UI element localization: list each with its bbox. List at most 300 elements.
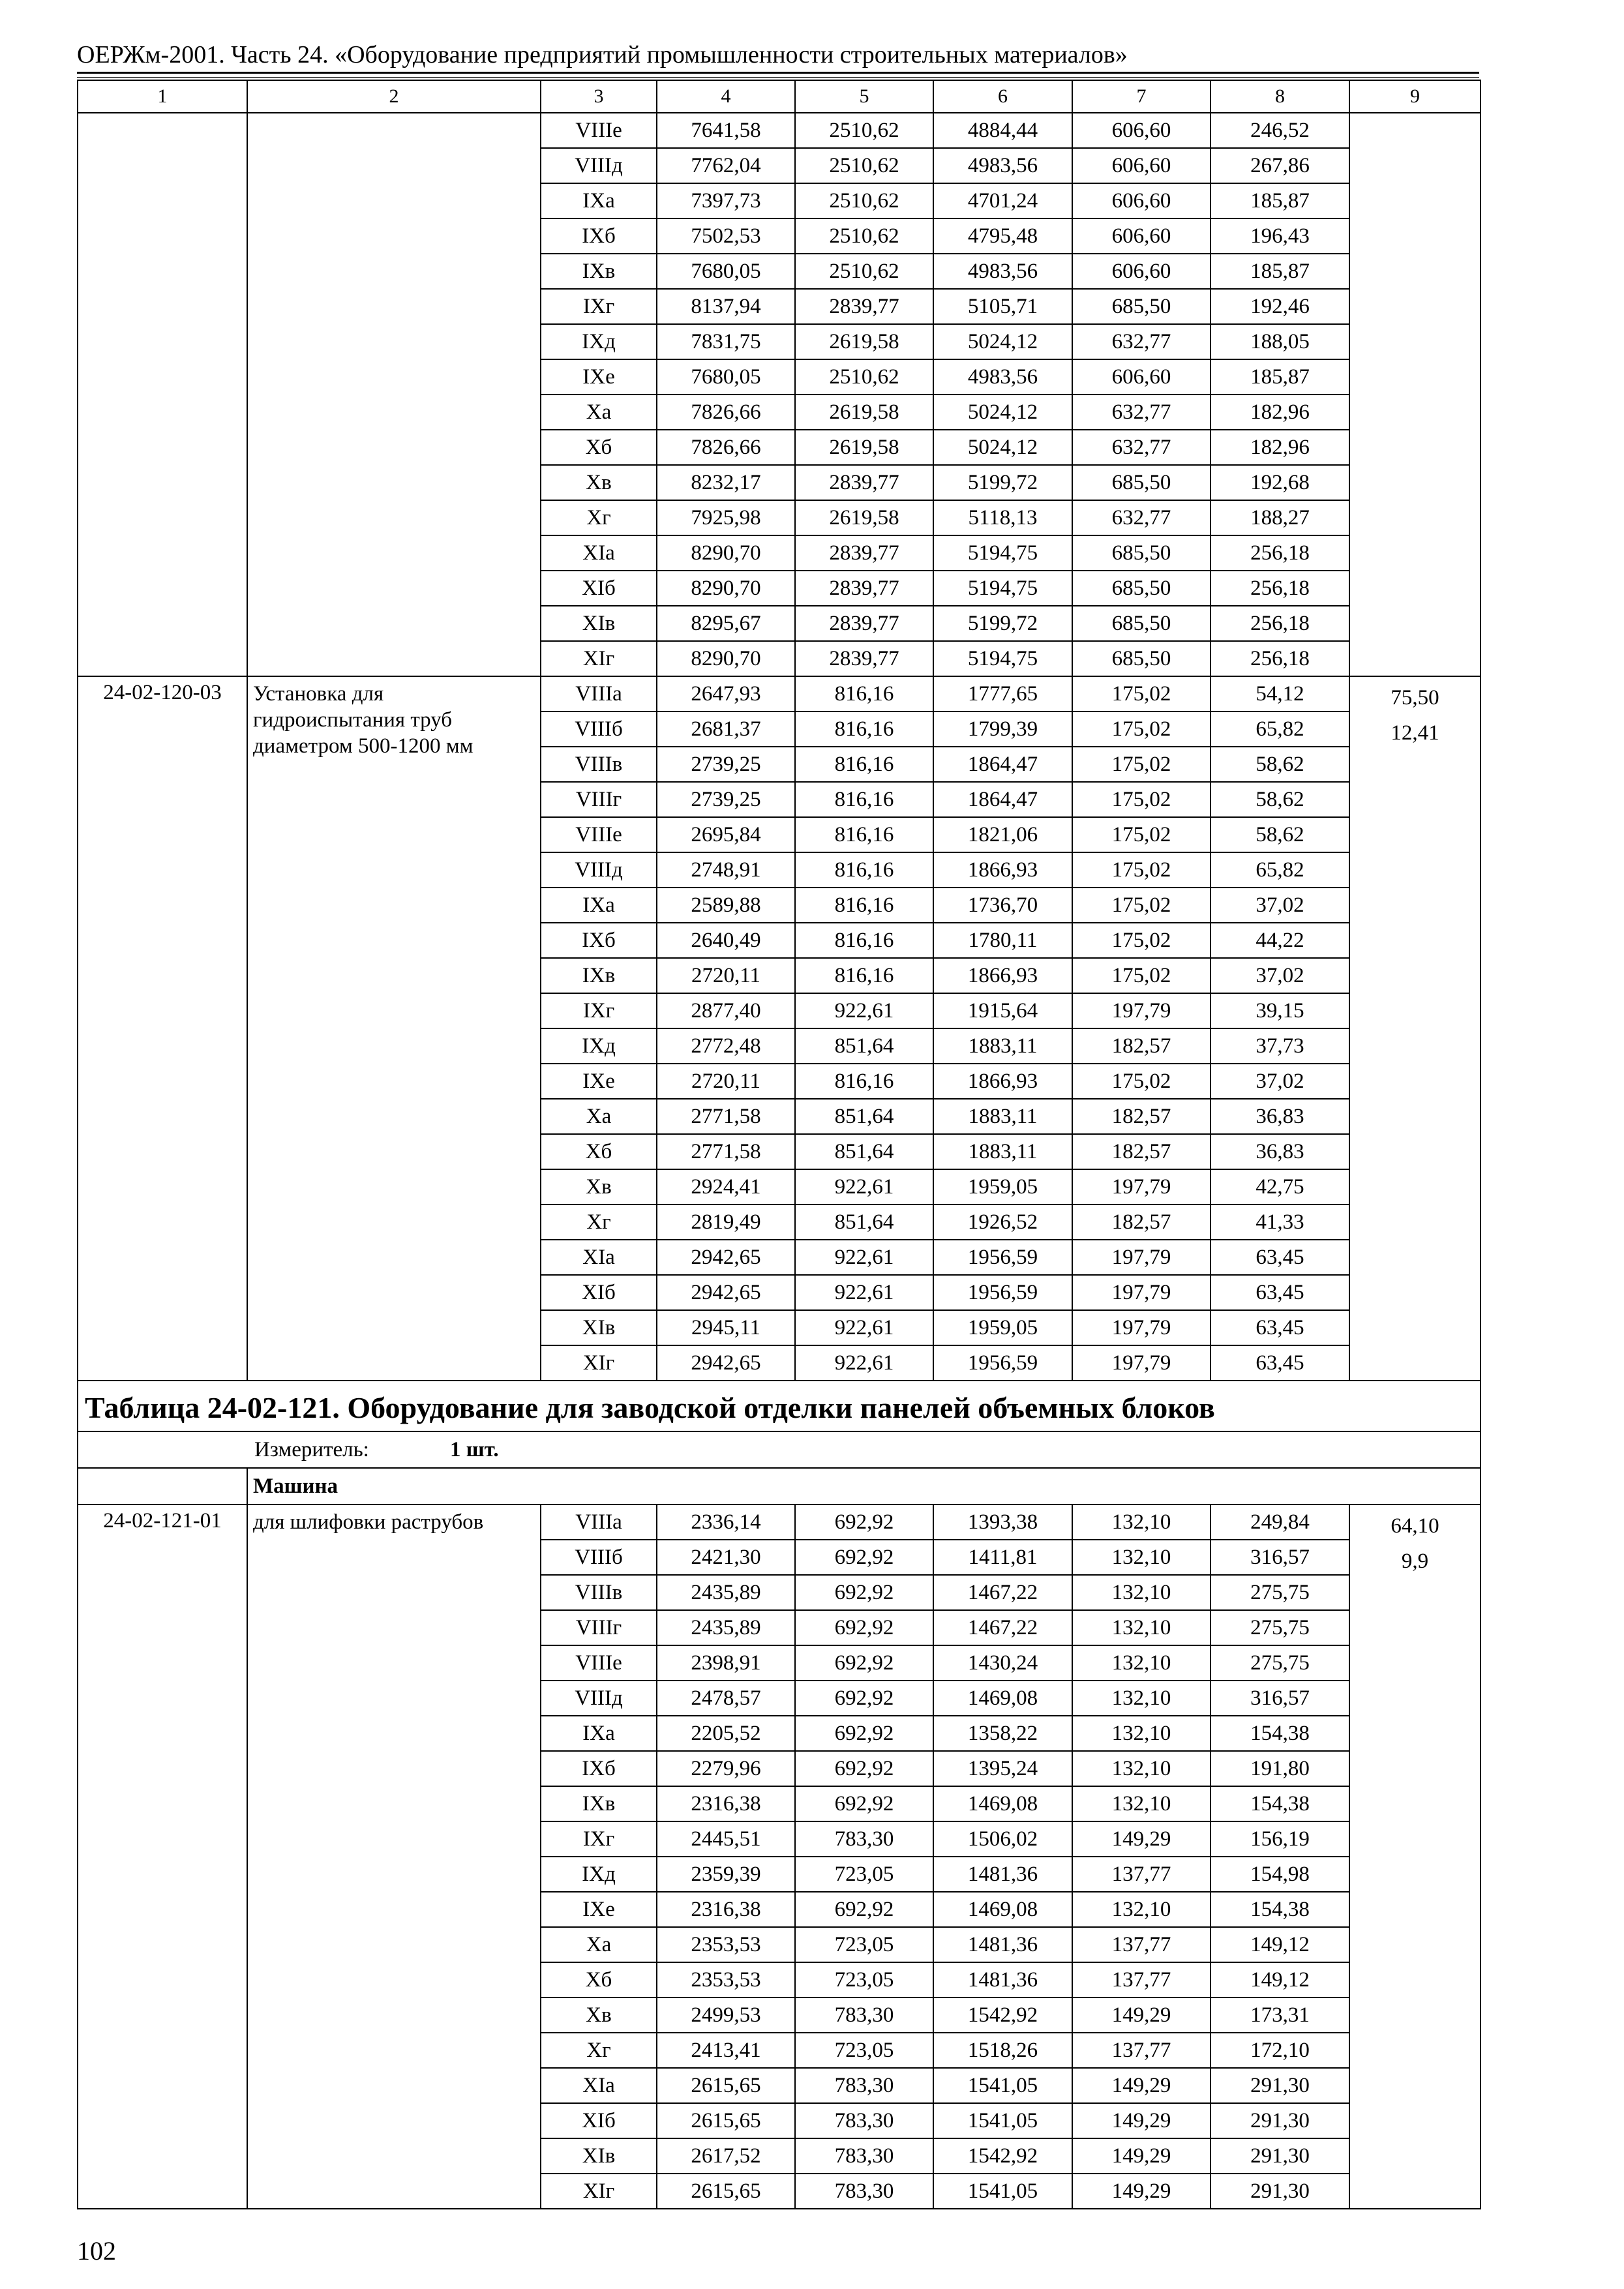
value-cell: 2589,88 xyxy=(657,888,795,923)
table-row xyxy=(78,676,1481,711)
value-cell: 137,77 xyxy=(1072,1962,1210,1997)
region-code-cell: XIв xyxy=(541,2138,657,2174)
value-cell: 2839,77 xyxy=(795,289,933,324)
value-cell: 685,50 xyxy=(1072,289,1210,324)
value-cell: 2510,62 xyxy=(795,183,933,218)
value-cell: 197,79 xyxy=(1072,1169,1210,1204)
value-cell: 154,38 xyxy=(1210,1716,1349,1751)
value-cell: 41,33 xyxy=(1210,1204,1349,1240)
region-code-cell: IXв xyxy=(541,1786,657,1821)
value-cell: 132,10 xyxy=(1072,1892,1210,1927)
header-rule-thick xyxy=(77,72,1479,74)
value-cell: 58,62 xyxy=(1210,782,1349,817)
value-cell: 63,45 xyxy=(1210,1345,1349,1381)
value-cell: 256,18 xyxy=(1210,641,1349,676)
value-cell: 132,10 xyxy=(1072,1645,1210,1681)
value-cell: 2205,52 xyxy=(657,1716,795,1751)
value-cell: 816,16 xyxy=(795,747,933,782)
region-code-cell: VIIIб xyxy=(541,1540,657,1575)
value-cell: 246,52 xyxy=(1210,113,1349,148)
value-cell: 2748,91 xyxy=(657,852,795,888)
group-row xyxy=(78,1468,1481,1504)
value-cell: 132,10 xyxy=(1072,1540,1210,1575)
value-cell: 2720,11 xyxy=(657,1064,795,1099)
region-code-cell: VIIIа xyxy=(541,1504,657,1540)
value-cell: 632,77 xyxy=(1072,430,1210,465)
region-code-cell: IXб xyxy=(541,1751,657,1786)
item-code: 24-02-121-01 xyxy=(78,1504,247,2209)
value-cell: 5024,12 xyxy=(933,430,1072,465)
value-cell: 2615,65 xyxy=(657,2103,795,2138)
value-cell: 65,82 xyxy=(1210,711,1349,747)
region-code-cell: Xг xyxy=(541,2033,657,2068)
value-cell: 7925,98 xyxy=(657,500,795,535)
value-cell: 2421,30 xyxy=(657,1540,795,1575)
value-cell: 1469,08 xyxy=(933,1681,1072,1716)
value-cell: 275,75 xyxy=(1210,1645,1349,1681)
value-cell: 316,57 xyxy=(1210,1681,1349,1716)
region-code-cell: XIг xyxy=(541,641,657,676)
header-rule-thin xyxy=(77,77,1479,78)
rates-table-body xyxy=(78,80,1481,2209)
value-cell: 922,61 xyxy=(795,993,933,1028)
value-cell: 685,50 xyxy=(1072,641,1210,676)
region-code-cell: Xв xyxy=(541,1997,657,2033)
region-code-cell: XIб xyxy=(541,571,657,606)
value-cell: 149,29 xyxy=(1072,2068,1210,2103)
value-cell: 1864,47 xyxy=(933,747,1072,782)
value-cell: 692,92 xyxy=(795,1786,933,1821)
value-cell: 816,16 xyxy=(795,782,933,817)
value-cell: 63,45 xyxy=(1210,1310,1349,1345)
page-number: 102 xyxy=(77,2236,116,2266)
value-cell: 182,96 xyxy=(1210,395,1349,430)
col-num-9: 9 xyxy=(1349,80,1481,113)
value-cell: 922,61 xyxy=(795,1240,933,1275)
value-cell: 606,60 xyxy=(1072,254,1210,289)
region-code-cell: VIIIб xyxy=(541,711,657,747)
group-spacer xyxy=(78,1468,247,1504)
value-cell: 291,30 xyxy=(1210,2138,1349,2174)
value-cell: 1736,70 xyxy=(933,888,1072,923)
value-cell: 685,50 xyxy=(1072,606,1210,641)
region-code-cell: Xа xyxy=(541,1099,657,1134)
value-cell: 783,30 xyxy=(795,2068,933,2103)
value-cell: 851,64 xyxy=(795,1134,933,1169)
table-title-row xyxy=(78,1381,1481,1431)
value-cell: 2739,25 xyxy=(657,782,795,817)
value-cell: 36,83 xyxy=(1210,1099,1349,1134)
col-num-8: 8 xyxy=(1210,80,1349,113)
region-code-cell: IXг xyxy=(541,289,657,324)
col9-values xyxy=(1349,676,1481,1381)
value-cell: 175,02 xyxy=(1072,958,1210,993)
value-cell: 137,77 xyxy=(1072,1927,1210,1962)
value-cell: 185,87 xyxy=(1210,359,1349,395)
region-code-cell: IXб xyxy=(541,218,657,254)
region-code-cell: VIIIд xyxy=(541,148,657,183)
value-cell: 2435,89 xyxy=(657,1575,795,1610)
value-cell: 2510,62 xyxy=(795,254,933,289)
value-cell: 606,60 xyxy=(1072,148,1210,183)
value-cell: 1926,52 xyxy=(933,1204,1072,1240)
value-cell: 5199,72 xyxy=(933,465,1072,500)
value-cell: 1481,36 xyxy=(933,1962,1072,1997)
value-cell: 2445,51 xyxy=(657,1821,795,1857)
value-cell: 606,60 xyxy=(1072,183,1210,218)
value-cell: 175,02 xyxy=(1072,852,1210,888)
value-cell: 37,02 xyxy=(1210,888,1349,923)
value-cell: 175,02 xyxy=(1072,676,1210,711)
value-cell: 1883,11 xyxy=(933,1134,1072,1169)
region-code-cell: VIIIв xyxy=(541,747,657,782)
value-cell: 197,79 xyxy=(1072,1275,1210,1310)
col9-values xyxy=(1349,1504,1481,2209)
value-cell: 36,83 xyxy=(1210,1134,1349,1169)
value-cell: 5024,12 xyxy=(933,395,1072,430)
value-cell: 8295,67 xyxy=(657,606,795,641)
value-cell: 1481,36 xyxy=(933,1857,1072,1892)
value-cell: 197,79 xyxy=(1072,1240,1210,1275)
region-code-cell: VIIIг xyxy=(541,1610,657,1645)
value-cell: 5194,75 xyxy=(933,535,1072,571)
region-code-cell: VIIIа xyxy=(541,676,657,711)
value-cell: 2647,93 xyxy=(657,676,795,711)
value-cell: 1541,05 xyxy=(933,2068,1072,2103)
item-name: Установка для гидроиспытания труб диаметром 500-1200 мм xyxy=(247,676,541,1381)
value-cell: 58,62 xyxy=(1210,747,1349,782)
value-cell: 1780,11 xyxy=(933,923,1072,958)
col-num-1: 1 xyxy=(78,80,247,113)
unit-row xyxy=(78,1431,1481,1468)
value-cell: 249,84 xyxy=(1210,1504,1349,1540)
value-cell: 7826,66 xyxy=(657,395,795,430)
value-cell: 7762,04 xyxy=(657,148,795,183)
value-cell: 1956,59 xyxy=(933,1275,1072,1310)
value-cell: 54,12 xyxy=(1210,676,1349,711)
value-cell: 922,61 xyxy=(795,1169,933,1204)
value-cell: 2398,91 xyxy=(657,1645,795,1681)
value-cell: 606,60 xyxy=(1072,113,1210,148)
region-code-cell: XIб xyxy=(541,1275,657,1310)
region-code-cell: IXа xyxy=(541,183,657,218)
region-code-cell: IXд xyxy=(541,1857,657,1892)
col9-value: 12,41 xyxy=(1391,721,1439,745)
column-number-row xyxy=(78,80,1481,113)
value-cell: 188,05 xyxy=(1210,324,1349,359)
value-cell: 2316,38 xyxy=(657,1786,795,1821)
rates-table xyxy=(77,80,1481,2209)
value-cell: 2435,89 xyxy=(657,1610,795,1645)
value-cell: 1542,92 xyxy=(933,2138,1072,2174)
value-cell: 2771,58 xyxy=(657,1134,795,1169)
region-code-cell: Xб xyxy=(541,1962,657,1997)
value-cell: 783,30 xyxy=(795,2103,933,2138)
value-cell: 783,30 xyxy=(795,2174,933,2209)
value-cell: 5105,71 xyxy=(933,289,1072,324)
value-cell: 851,64 xyxy=(795,1099,933,1134)
value-cell: 922,61 xyxy=(795,1275,933,1310)
value-cell: 783,30 xyxy=(795,1821,933,1857)
col9-value: 75,50 xyxy=(1391,686,1439,710)
value-cell: 692,92 xyxy=(795,1575,933,1610)
table-title: Таблица 24-02-121. Оборудование для заводской отделки панелей объемных блоков xyxy=(78,1381,1481,1431)
value-cell: 185,87 xyxy=(1210,183,1349,218)
value-cell: 132,10 xyxy=(1072,1716,1210,1751)
value-cell: 175,02 xyxy=(1072,782,1210,817)
value-cell: 2619,58 xyxy=(795,395,933,430)
value-cell: 816,16 xyxy=(795,888,933,923)
value-cell: 2877,40 xyxy=(657,993,795,1028)
value-cell: 2359,39 xyxy=(657,1857,795,1892)
value-cell: 4983,56 xyxy=(933,359,1072,395)
value-cell: 1506,02 xyxy=(933,1821,1072,1857)
value-cell: 197,79 xyxy=(1072,1345,1210,1381)
value-cell: 632,77 xyxy=(1072,324,1210,359)
value-cell: 2942,65 xyxy=(657,1240,795,1275)
value-cell: 2924,41 xyxy=(657,1169,795,1204)
value-cell: 316,57 xyxy=(1210,1540,1349,1575)
value-cell: 175,02 xyxy=(1072,747,1210,782)
table-row xyxy=(78,113,1481,148)
value-cell: 175,02 xyxy=(1072,1064,1210,1099)
value-cell: 606,60 xyxy=(1072,359,1210,395)
value-cell: 2499,53 xyxy=(657,1997,795,2033)
value-cell: 1883,11 xyxy=(933,1099,1072,1134)
value-cell: 188,27 xyxy=(1210,500,1349,535)
unit-value: 1 шт. xyxy=(450,1438,499,1461)
value-cell: 2772,48 xyxy=(657,1028,795,1064)
region-code-cell: IXб xyxy=(541,923,657,958)
value-cell: 175,02 xyxy=(1072,711,1210,747)
value-cell: 182,57 xyxy=(1072,1204,1210,1240)
region-code-cell: XIб xyxy=(541,2103,657,2138)
region-code-cell: VIIIе xyxy=(541,817,657,852)
value-cell: 816,16 xyxy=(795,852,933,888)
value-cell: 816,16 xyxy=(795,923,933,958)
value-cell: 37,73 xyxy=(1210,1028,1349,1064)
value-cell: 1864,47 xyxy=(933,782,1072,817)
region-code-cell: VIIIе xyxy=(541,113,657,148)
region-code-cell: IXд xyxy=(541,1028,657,1064)
value-cell: 1467,22 xyxy=(933,1575,1072,1610)
value-cell: 132,10 xyxy=(1072,1610,1210,1645)
value-cell: 1866,93 xyxy=(933,958,1072,993)
value-cell: 7502,53 xyxy=(657,218,795,254)
value-cell: 2617,52 xyxy=(657,2138,795,2174)
region-code-cell: IXе xyxy=(541,1064,657,1099)
value-cell: 1777,65 xyxy=(933,676,1072,711)
value-cell: 2279,96 xyxy=(657,1751,795,1786)
value-cell: 154,98 xyxy=(1210,1857,1349,1892)
value-cell: 267,86 xyxy=(1210,148,1349,183)
region-code-cell: IXа xyxy=(541,888,657,923)
value-cell: 37,02 xyxy=(1210,958,1349,993)
value-cell: 692,92 xyxy=(795,1681,933,1716)
region-code-cell: Xв xyxy=(541,1169,657,1204)
item-code: 24-02-120-03 xyxy=(78,676,247,1381)
value-cell: 685,50 xyxy=(1072,535,1210,571)
value-cell: 42,75 xyxy=(1210,1169,1349,1204)
col-num-5: 5 xyxy=(795,80,933,113)
value-cell: 256,18 xyxy=(1210,535,1349,571)
value-cell: 1956,59 xyxy=(933,1240,1072,1275)
value-cell: 149,12 xyxy=(1210,1927,1349,1962)
value-cell: 692,92 xyxy=(795,1610,933,1645)
value-cell: 1866,93 xyxy=(933,852,1072,888)
value-cell: 723,05 xyxy=(795,1857,933,1892)
value-cell: 8137,94 xyxy=(657,289,795,324)
value-cell: 2619,58 xyxy=(795,500,933,535)
region-code-cell: VIIIв xyxy=(541,1575,657,1610)
col-num-6: 6 xyxy=(933,80,1072,113)
region-code-cell: IXв xyxy=(541,254,657,289)
value-cell: 2619,58 xyxy=(795,324,933,359)
value-cell: 2720,11 xyxy=(657,958,795,993)
value-cell: 1358,22 xyxy=(933,1716,1072,1751)
value-cell: 723,05 xyxy=(795,1962,933,1997)
region-code-cell: IXа xyxy=(541,1716,657,1751)
region-code-cell: XIг xyxy=(541,1345,657,1381)
value-cell: 816,16 xyxy=(795,676,933,711)
region-code-cell: Xг xyxy=(541,500,657,535)
region-code-cell: Xа xyxy=(541,1927,657,1962)
table-row xyxy=(78,1504,1481,1540)
value-cell: 1866,93 xyxy=(933,1064,1072,1099)
value-cell: 1469,08 xyxy=(933,1892,1072,1927)
value-cell: 275,75 xyxy=(1210,1610,1349,1645)
value-cell: 1799,39 xyxy=(933,711,1072,747)
item-code xyxy=(78,113,247,676)
value-cell: 63,45 xyxy=(1210,1240,1349,1275)
value-cell: 7641,58 xyxy=(657,113,795,148)
region-code-cell: IXе xyxy=(541,1892,657,1927)
value-cell: 1395,24 xyxy=(933,1751,1072,1786)
value-cell: 7680,05 xyxy=(657,359,795,395)
value-cell: 2945,11 xyxy=(657,1310,795,1345)
region-code-cell: VIIIд xyxy=(541,1681,657,1716)
value-cell: 2839,77 xyxy=(795,465,933,500)
value-cell: 692,92 xyxy=(795,1504,933,1540)
region-code-cell: IXе xyxy=(541,359,657,395)
value-cell: 175,02 xyxy=(1072,817,1210,852)
region-code-cell: Xв xyxy=(541,465,657,500)
value-cell: 182,57 xyxy=(1072,1134,1210,1169)
value-cell: 1411,81 xyxy=(933,1540,1072,1575)
value-cell: 1915,64 xyxy=(933,993,1072,1028)
value-cell: 851,64 xyxy=(795,1204,933,1240)
col9-value: 64,10 xyxy=(1391,1514,1439,1538)
value-cell: 173,31 xyxy=(1210,1997,1349,2033)
value-cell: 2739,25 xyxy=(657,747,795,782)
value-cell: 149,29 xyxy=(1072,2174,1210,2209)
value-cell: 8290,70 xyxy=(657,641,795,676)
value-cell: 606,60 xyxy=(1072,218,1210,254)
region-code-cell: XIа xyxy=(541,2068,657,2103)
value-cell: 4884,44 xyxy=(933,113,1072,148)
value-cell: 172,10 xyxy=(1210,2033,1349,2068)
value-cell: 2942,65 xyxy=(657,1275,795,1310)
value-cell: 175,02 xyxy=(1072,923,1210,958)
value-cell: 1541,05 xyxy=(933,2174,1072,2209)
region-code-cell: IXг xyxy=(541,993,657,1028)
value-cell: 7397,73 xyxy=(657,183,795,218)
value-cell: 2510,62 xyxy=(795,148,933,183)
value-cell: 2619,58 xyxy=(795,430,933,465)
value-cell: 2353,53 xyxy=(657,1962,795,1997)
value-cell: 692,92 xyxy=(795,1540,933,1575)
value-cell: 816,16 xyxy=(795,817,933,852)
region-code-cell: IXг xyxy=(541,1821,657,1857)
value-cell: 7831,75 xyxy=(657,324,795,359)
value-cell: 154,38 xyxy=(1210,1786,1349,1821)
unit-cell xyxy=(78,1431,1481,1468)
value-cell: 192,68 xyxy=(1210,465,1349,500)
value-cell: 5194,75 xyxy=(933,571,1072,606)
value-cell: 5199,72 xyxy=(933,606,1072,641)
region-code-cell: XIа xyxy=(541,1240,657,1275)
region-code-cell: VIIIд xyxy=(541,852,657,888)
value-cell: 2478,57 xyxy=(657,1681,795,1716)
region-code-cell: VIIIе xyxy=(541,1645,657,1681)
value-cell: 149,29 xyxy=(1072,1821,1210,1857)
value-cell: 65,82 xyxy=(1210,852,1349,888)
region-code-cell: IXд xyxy=(541,324,657,359)
value-cell: 1883,11 xyxy=(933,1028,1072,1064)
value-cell: 1959,05 xyxy=(933,1310,1072,1345)
value-cell: 692,92 xyxy=(795,1892,933,1927)
value-cell: 58,62 xyxy=(1210,817,1349,852)
value-cell: 1467,22 xyxy=(933,1610,1072,1645)
region-code-cell: XIг xyxy=(541,2174,657,2209)
value-cell: 5118,13 xyxy=(933,500,1072,535)
value-cell: 783,30 xyxy=(795,1997,933,2033)
region-code-cell: XIа xyxy=(541,535,657,571)
value-cell: 8290,70 xyxy=(657,571,795,606)
value-cell: 149,29 xyxy=(1072,1997,1210,2033)
unit-label: Измеритель: xyxy=(254,1438,369,1461)
value-cell: 256,18 xyxy=(1210,606,1349,641)
value-cell: 2942,65 xyxy=(657,1345,795,1381)
value-cell: 723,05 xyxy=(795,2033,933,2068)
region-code-cell: Xб xyxy=(541,430,657,465)
value-cell: 191,80 xyxy=(1210,1751,1349,1786)
region-code-cell: VIIIг xyxy=(541,782,657,817)
value-cell: 154,38 xyxy=(1210,1892,1349,1927)
value-cell: 1518,26 xyxy=(933,2033,1072,2068)
value-cell: 175,02 xyxy=(1072,888,1210,923)
item-name xyxy=(247,113,541,676)
col9-value: 9,9 xyxy=(1401,1549,1429,1573)
value-cell: 1481,36 xyxy=(933,1927,1072,1962)
value-cell: 2839,77 xyxy=(795,641,933,676)
value-cell: 1542,92 xyxy=(933,1997,1072,2033)
value-cell: 692,92 xyxy=(795,1645,933,1681)
value-cell: 291,30 xyxy=(1210,2174,1349,2209)
col9-values xyxy=(1349,113,1481,676)
value-cell: 4983,56 xyxy=(933,148,1072,183)
value-cell: 132,10 xyxy=(1072,1751,1210,1786)
value-cell: 2771,58 xyxy=(657,1099,795,1134)
col-num-2: 2 xyxy=(247,80,541,113)
value-cell: 816,16 xyxy=(795,711,933,747)
value-cell: 2336,14 xyxy=(657,1504,795,1540)
value-cell: 256,18 xyxy=(1210,571,1349,606)
value-cell: 2839,77 xyxy=(795,606,933,641)
value-cell: 2839,77 xyxy=(795,571,933,606)
value-cell: 2615,65 xyxy=(657,2068,795,2103)
value-cell: 132,10 xyxy=(1072,1575,1210,1610)
